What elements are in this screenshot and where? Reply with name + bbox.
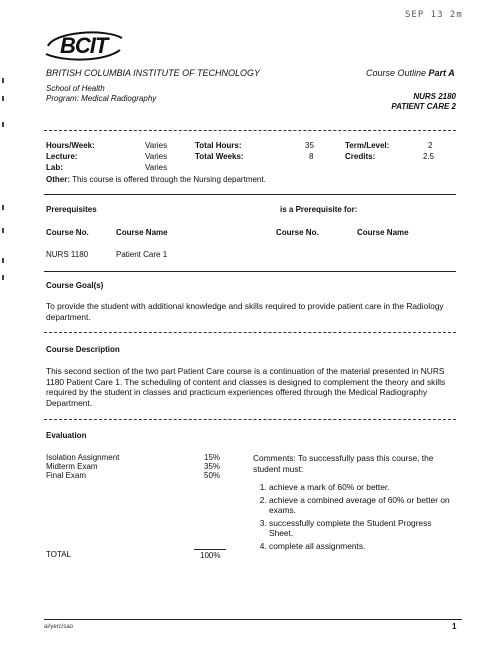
is-prereq-col-course-name: Course Name: [357, 228, 409, 237]
scan-mark: [2, 258, 4, 263]
lecture-label: Lecture:: [46, 152, 78, 161]
term-level-label: Term/Level:: [345, 141, 390, 150]
requirement-item: 2. achieve a combined average of 60% or better on exams.: [269, 495, 453, 516]
prereq-col-course-name: Course Name: [116, 228, 168, 237]
prereq-course-name: Patient Care 1: [116, 250, 168, 259]
institute-name: BRITISH COLUMBIA INSTITUTE OF TECHNOLOGY: [46, 68, 261, 78]
divider: [44, 130, 456, 131]
scan-mark: [2, 228, 4, 233]
evaluation-comments: Comments: To successfully pass this course, the student must:: [253, 453, 434, 474]
term-level-value: 2: [428, 141, 433, 150]
scan-mark: [2, 122, 4, 127]
evaluation-items: [46, 453, 246, 480]
prerequisites-heading: Prerequisites: [46, 205, 97, 214]
course-goals-heading: Course Goal(s): [46, 281, 104, 290]
credits-label: Credits:: [345, 152, 376, 161]
total-weeks-value: 8: [309, 152, 314, 161]
program-name: Program: Medical Radiography: [46, 94, 157, 103]
evaluation-item-name: Midterm Exam: [46, 462, 98, 471]
course-code: NURS 2180: [413, 92, 456, 101]
evaluation-row: [46, 453, 246, 462]
scan-mark: [2, 78, 4, 83]
evaluation-item-name: Isolation Assignment: [46, 453, 120, 462]
divider: [44, 271, 456, 272]
prereq-course-no: NURS 1180: [46, 250, 89, 259]
course-description-heading: Course Description: [46, 345, 120, 354]
lab-value: Varies: [145, 163, 168, 172]
total-weeks-label: Total Weeks:: [195, 152, 244, 161]
requirement-item: 4. complete all assignments.: [269, 541, 453, 552]
scan-mark: [2, 275, 4, 280]
evaluation-row: [46, 471, 246, 480]
requirement-item: 1. achieve a mark of 60% or better.: [269, 482, 453, 493]
evaluation-item-pct: 35%: [204, 462, 221, 471]
prereq-col-course-no: Course No.: [46, 228, 89, 237]
requirement-item: 3. successfully complete the Student Progress Sheet.: [269, 518, 453, 539]
credits-value: 2.5: [423, 152, 435, 161]
scan-mark: [2, 96, 4, 101]
received-stamp: SEP 13 2m: [405, 10, 463, 20]
divider: [44, 194, 456, 195]
other-row: Other: This course is offered through the Nursing department.: [46, 175, 266, 184]
logo-wordmark: BCIT: [60, 33, 108, 58]
course-description-text: This second section of the two part Patient Care course is a continuation of the material presented in NURS 1180 Patient Care 1. The scheduling of content and classes is designed to complement the theory and skills required by the student in classes and practicum experiences offered through the Medical Radiography Department.: [46, 366, 446, 408]
lecture-value: Varies: [145, 152, 168, 161]
footer-rule: [44, 619, 462, 620]
footer-file-ref: ai/yerc/sao: [44, 624, 74, 630]
total-rule: [194, 549, 226, 550]
total-pct: 100%: [200, 551, 221, 560]
evaluation-row: [46, 462, 246, 471]
divider: [44, 419, 456, 420]
divider: [44, 332, 456, 333]
evaluation-item-pct: 50%: [204, 471, 221, 480]
course-title: PATIENT CARE 2: [391, 102, 456, 111]
is-prereq-col-course-no: Course No.: [276, 228, 319, 237]
pass-requirements: [253, 482, 453, 553]
hours-week-label: Hours/Week:: [46, 141, 95, 150]
hours-week-value: Varies: [145, 141, 168, 150]
course-goals-text: To provide the student with additional knowledge and skills required to provide patient care in the Radiology department.: [46, 301, 444, 322]
lab-label: Lab:: [46, 163, 63, 172]
total-label: TOTAL: [46, 550, 72, 559]
total-hours-label: Total Hours:: [195, 141, 242, 150]
page-number: 1: [452, 622, 457, 631]
evaluation-heading: Evaluation: [46, 431, 87, 440]
evaluation-item-pct: 15%: [204, 453, 221, 462]
bcit-logo: [44, 28, 124, 64]
is-prerequisite-heading: is a Prerequisite for:: [280, 205, 358, 214]
scan-mark: [2, 205, 4, 210]
evaluation-item-name: Final Exam: [46, 471, 87, 480]
course-outline-label: Course Outline Part A: [366, 68, 455, 78]
school-name: School of Health: [46, 84, 105, 93]
total-hours-value: 35: [305, 141, 314, 150]
